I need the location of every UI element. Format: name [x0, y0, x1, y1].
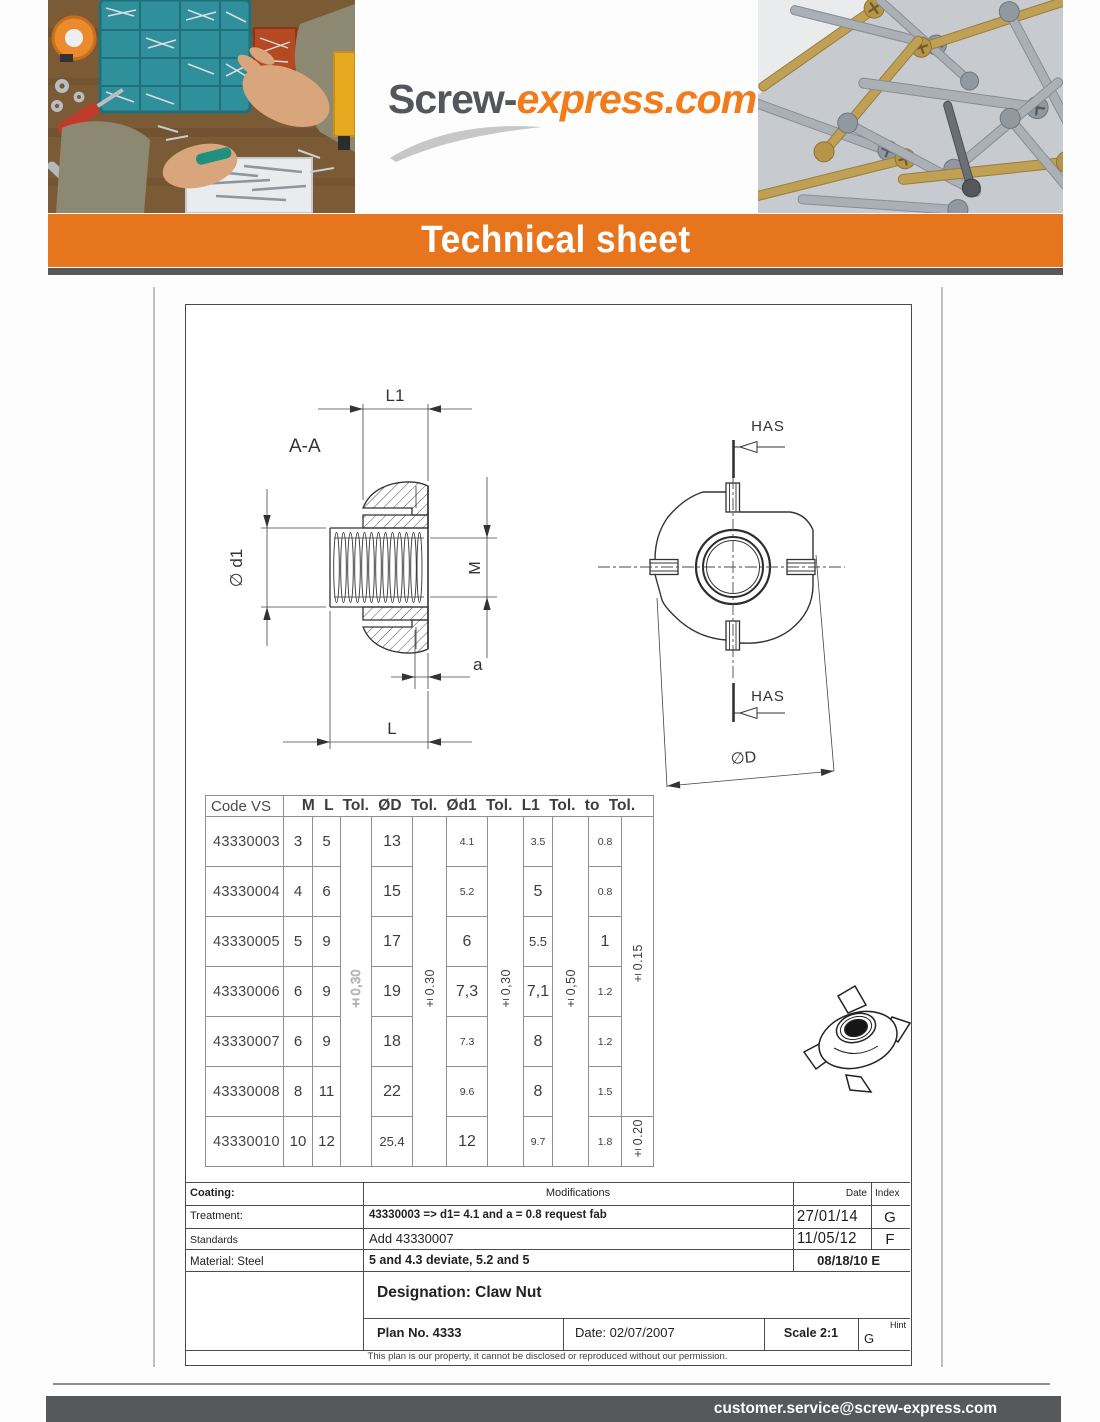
logo-part1: Screw- [388, 76, 517, 122]
cell-m: 8 [284, 1067, 313, 1117]
cell-a: 1.2 [589, 967, 622, 1017]
cell-dd1: 7,3 [447, 967, 488, 1017]
cell-m: 6 [284, 967, 313, 1017]
plan-date: Date: 02/07/2007 [575, 1325, 675, 1340]
cell-a: 1.5 [589, 1067, 622, 1117]
left-sleeve [56, 121, 150, 213]
contact-email: customer.service@screw-express.com [714, 1400, 998, 1417]
has-top-label: HAS [751, 418, 785, 435]
hint-label: Hint [889, 1320, 906, 1330]
organizer-box [100, 0, 250, 112]
cell-dd1: 7.3 [447, 1017, 488, 1067]
cell-l: 11 [313, 1067, 341, 1117]
prongs [650, 483, 815, 650]
cell-l1: 5.5 [524, 917, 553, 967]
cell-a: 1.8 [589, 1117, 622, 1167]
cell-code: 43330006 [206, 967, 284, 1017]
cell-l: 6 [313, 867, 341, 917]
banner [48, 214, 1063, 267]
dim-label-d1: ∅ d1 [227, 548, 246, 588]
material-label: Material: Steel [190, 1256, 264, 1268]
index-header: Index [875, 1188, 900, 1199]
hint-value: G [864, 1331, 875, 1346]
screws-photo-art [758, 0, 1063, 213]
dim-label-l: L [387, 719, 397, 738]
centerlines [598, 477, 845, 678]
mod-row-text: Add 43330007 [369, 1231, 454, 1246]
cell-m: 6 [284, 1017, 313, 1067]
workbench-photo-art [48, 0, 355, 213]
title-block [185, 1182, 910, 1364]
cell-a: 1.2 [589, 1017, 622, 1067]
cell-l1: 9.7 [524, 1117, 553, 1167]
cell-tol-a-lower: ±0.20 [622, 1117, 654, 1167]
spec-table [205, 795, 654, 1167]
cell-dD: 13 [372, 817, 413, 867]
table-header-row [206, 796, 654, 817]
cell-dd1: 5.2 [447, 867, 488, 917]
designation: Designation: Claw Nut [377, 1284, 542, 1301]
banner-title: Technical sheet [420, 219, 691, 261]
left-guide-line [153, 287, 155, 1367]
dim-label-a: a [473, 655, 483, 674]
coating-label: Coating: [190, 1187, 235, 1199]
standards-label: Standards [190, 1234, 238, 1246]
modifications-header: Modifications [545, 1187, 611, 1199]
thread-lines [334, 533, 422, 603]
cell-dd1: 12 [447, 1117, 488, 1167]
workbench-photo [48, 0, 355, 213]
cell-dD: 19 [372, 967, 413, 1017]
cell-m: 10 [284, 1117, 313, 1167]
footer-bar [46, 1396, 1061, 1422]
mod-row-date: 11/05/12 [797, 1230, 857, 1247]
cell-l1: 8 [524, 1017, 553, 1067]
divider-bar [48, 268, 1063, 275]
cell-code: 43330007 [206, 1017, 284, 1067]
cell-dD: 15 [372, 867, 413, 917]
logo [388, 76, 756, 123]
cell-tol-a-upper: ±0.15 [622, 817, 654, 1117]
cell-l1: 7,1 [524, 967, 553, 1017]
date-header: Date [845, 1188, 867, 1199]
front-view [598, 477, 845, 678]
cell-dd1: 6 [447, 917, 488, 967]
table-code-header: Code VS [206, 796, 284, 817]
scale: Scale 2:1 [783, 1326, 839, 1340]
cell-tol-l1: ±0,50 [553, 817, 589, 1167]
footer-line [53, 1383, 1050, 1385]
cell-m: 3 [284, 817, 313, 867]
screws-photo [758, 0, 1063, 213]
dim-label-m: M [467, 561, 484, 575]
cell-l: 9 [313, 1017, 341, 1067]
cell-l: 5 [313, 817, 341, 867]
has-bottom-label: HAS [751, 688, 785, 705]
cell-code: 43330003 [206, 817, 284, 867]
cell-l1: 3.5 [524, 817, 553, 867]
table-row [206, 817, 654, 867]
mod-row-text: 5 and 4.3 deviate, 5.2 and 5 [369, 1253, 530, 1267]
cell-l1: 8 [524, 1067, 553, 1117]
cell-l: 9 [313, 967, 341, 1017]
treatment-label: Treatment: [190, 1210, 243, 1222]
mod-row-index: G [884, 1209, 896, 1226]
table-spec-header: M L Tol. ØD Tol. Ød1 Tol. L1 Tol. to Tol. [284, 796, 654, 817]
cell-code: 43330010 [206, 1117, 284, 1167]
cell-tol-dd1: ±0,30 [488, 817, 524, 1167]
cell-a: 1 [589, 917, 622, 967]
cell-a: 0.8 [589, 817, 622, 867]
iso-nut-icon [804, 986, 910, 1092]
right-guide-line [941, 287, 943, 1367]
mod-row-index: F [885, 1231, 895, 1248]
cell-code: 43330008 [206, 1067, 284, 1117]
cell-m: 4 [284, 867, 313, 917]
cell-dd1: 4.1 [447, 817, 488, 867]
dim-label-l1: L1 [385, 386, 405, 405]
cell-l: 12 [313, 1117, 341, 1167]
cell-dD: 17 [372, 917, 413, 967]
mod-row-date: 27/01/14 [797, 1208, 858, 1225]
cell-dD: 22 [372, 1067, 413, 1117]
cell-a: 0.8 [589, 867, 622, 917]
cell-l: 9 [313, 917, 341, 967]
cell-dd1: 9.6 [447, 1067, 488, 1117]
section-view [289, 436, 428, 653]
cell-l1: 5 [524, 867, 553, 917]
plan-no: Plan No. 4333 [377, 1325, 462, 1340]
cell-dD: 25.4 [372, 1117, 413, 1167]
cell-code: 43330005 [206, 917, 284, 967]
yellow-tool [334, 52, 355, 150]
cell-m: 5 [284, 917, 313, 967]
mod-row-date: 08/18/10 E [817, 1253, 880, 1268]
section-label: A-A [289, 436, 321, 457]
mod-row-text: 43330003 => d1= 4.1 and a = 0.8 request fab [369, 1209, 607, 1221]
dim-label-dd: ∅D [730, 748, 758, 769]
cell-tol-dD: ±0.30 [413, 817, 447, 1167]
property-note: This plan is our property, it cannot be disclosed or reproduced without our permission. [367, 1351, 728, 1362]
cell-code: 43330004 [206, 867, 284, 917]
cell-tol-l: ±0,30 [341, 817, 372, 1167]
logo-swoosh [386, 118, 551, 164]
logo-part2: express.com [516, 76, 757, 122]
cell-dD: 18 [372, 1017, 413, 1067]
